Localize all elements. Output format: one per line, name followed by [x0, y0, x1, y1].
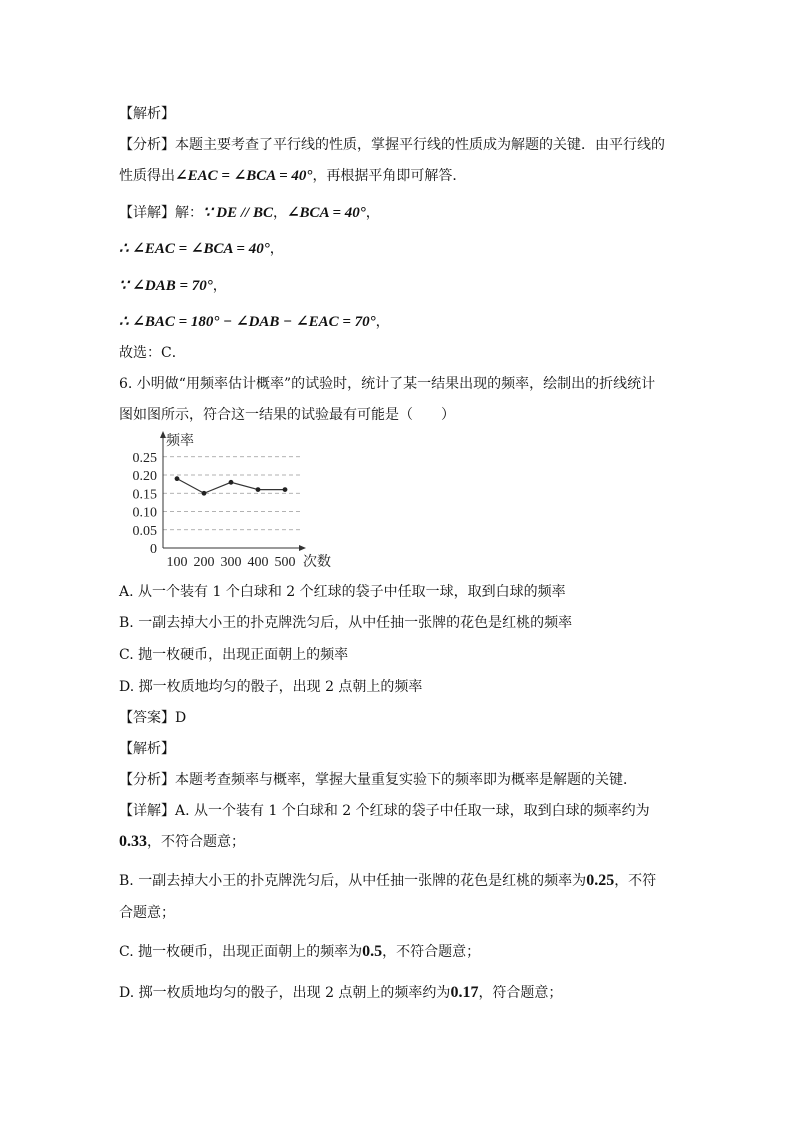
- option-d: D. 掷一枚质地均匀的骰子，出现 2 点朝上的频率: [119, 679, 423, 695]
- answer-label: 【答案】D: [119, 710, 187, 726]
- y-tick-labels: [133, 451, 158, 557]
- prev-analysis-heading: 【解析】: [119, 106, 175, 122]
- question-stem-line-1: 6. 小明做“用频率估计概率”的试验时，统计了某一结果出现的频率，绘制出的折线统计: [119, 376, 656, 392]
- x-tick-label: 200: [193, 555, 215, 570]
- detail-d-line: D. 掷一枚质地均匀的骰子，出现 2 点朝上的频率约为0.17，符合题意；: [119, 984, 563, 1001]
- prev-detail-line-4: ∴ ∠BAC = 180° − ∠DAB − ∠EAC = 70°，: [119, 314, 390, 330]
- y-tick-label: 0.15: [132, 487, 157, 503]
- detail-b-line-1: B. 一副去掉大小王的扑克牌洗匀后，从中任抽一张牌的花色是红桃的频率为0.25，不符: [119, 872, 657, 889]
- prev-choice: 故选：C．: [119, 345, 186, 361]
- x-axis-arrow: [299, 545, 306, 551]
- answer-analysis: 【分析】本题考查频率与概率，掌握大量重复实验下的频率即为概率是解题的关键．: [119, 772, 637, 788]
- chart-grid: [163, 457, 302, 530]
- y-tick-label: 0: [150, 542, 157, 557]
- option-b: B. 一副去掉大小王的扑克牌洗匀后，从中任抽一张牌的花色是红桃的频率: [119, 615, 573, 631]
- prev-analysis-line-2: 性质得出∠EAC = ∠BCA = 40°，再根据平角即可解答．: [119, 168, 467, 184]
- question-stem-line-2: 图如图所示，符合这一结果的试验最有可能是（ ）: [119, 407, 455, 423]
- detail-b-line-2: 合题意；: [119, 905, 175, 921]
- data-point: [256, 487, 261, 492]
- option-a: A. 从一个装有 1 个白球和 2 个红球的袋子中任取一球，取到白球的频率: [119, 584, 566, 600]
- prev-detail-line-2: ∴ ∠EAC = ∠BCA = 40°，: [119, 241, 284, 257]
- x-tick-labels: [167, 555, 296, 570]
- x-tick-label: 300: [220, 555, 242, 570]
- data-point: [283, 487, 288, 492]
- data-point: [175, 476, 180, 481]
- frequency-line-chart: [110, 425, 350, 570]
- math-angle-eq: ∠EAC = ∠BCA = 40°: [175, 168, 313, 184]
- x-tick-label: 100: [166, 555, 188, 570]
- prev-detail-line-1: 【详解】解：∵ DE // BC，∠BCA = 40°，: [119, 205, 380, 221]
- x-tick-label: 500: [274, 555, 296, 570]
- data-point: [229, 480, 234, 485]
- detail-c-line: C. 抛一枚硬币，出现正面朝上的频率为0.5，不符合题意；: [119, 943, 481, 960]
- x-axis-label: 次数: [303, 555, 331, 570]
- prev-detail-line-3: ∵ ∠DAB = 70°，: [119, 278, 227, 294]
- detail-a-line-2: 0.33，不符合题意；: [119, 833, 245, 850]
- y-axis-label: 频率: [166, 434, 194, 449]
- prev-analysis-line-1: 【分析】本题主要考查了平行线的性质，掌握平行线的性质成为解题的关键．由平行线的: [119, 137, 665, 153]
- y-tick-label: 0.20: [132, 469, 157, 484]
- answer-heading: 【解析】: [119, 741, 175, 757]
- detail-a-line-1: 【详解】A. 从一个装有 1 个白球和 2 个红球的袋子中任取一球，取到白球的频率约为: [119, 803, 650, 819]
- option-c: C. 抛一枚硬币，出现正面朝上的频率: [119, 647, 349, 663]
- data-point: [202, 491, 207, 496]
- x-tick-label: 400: [247, 555, 269, 570]
- y-tick-label: 0.25: [132, 450, 157, 466]
- y-tick-label: 0.05: [132, 523, 157, 539]
- y-tick-label: 0.10: [132, 505, 157, 521]
